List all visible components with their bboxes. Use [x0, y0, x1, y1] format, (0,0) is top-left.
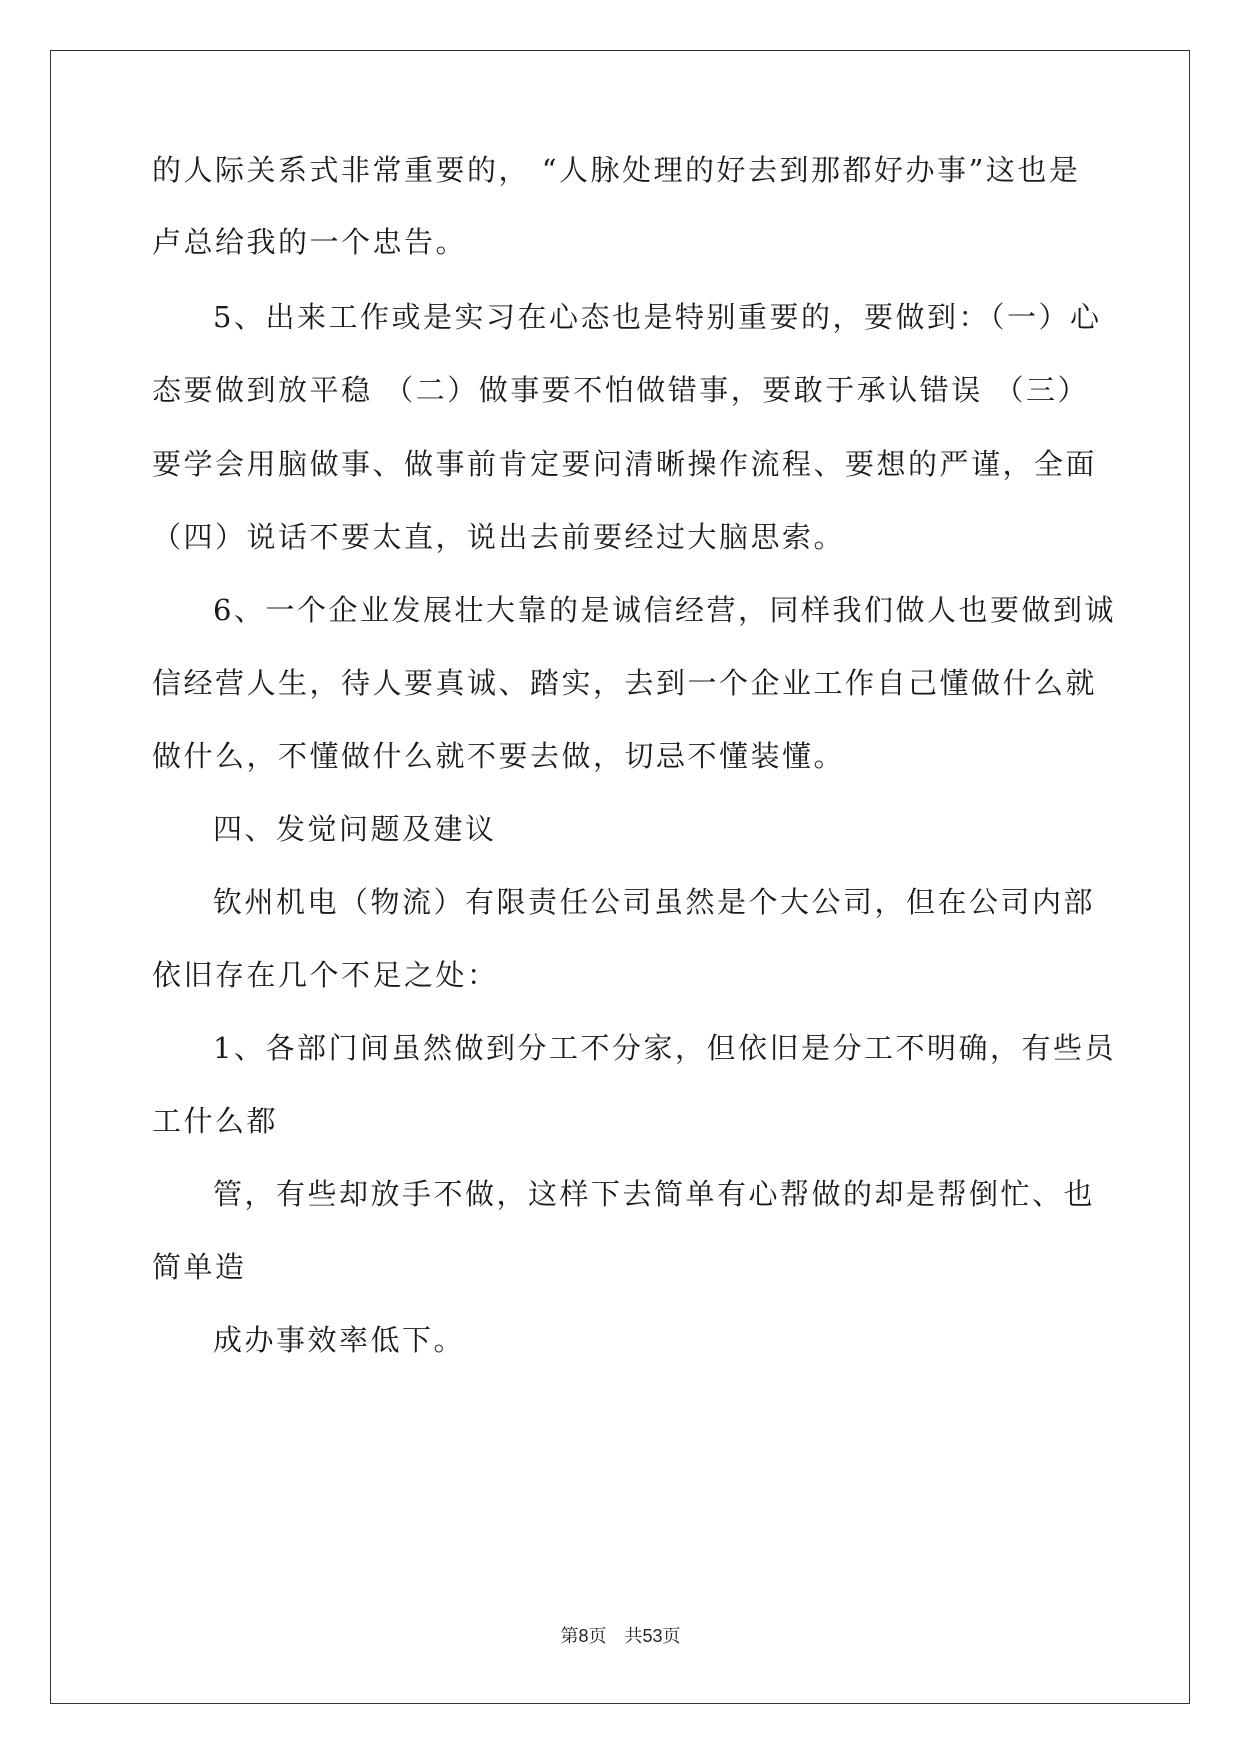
body-line-5: 要学会用脑做事、做事前肯定要问清晰操作流程、要想的严谨，全面: [152, 447, 1098, 481]
total-pages: 53: [642, 1626, 663, 1646]
body-line-4: 态要做到放平稳 （二）做事要不怕做错事，要敢于承认错误 （三）: [152, 373, 1089, 407]
body-line-9: 做什么，不懂做什么就不要去做，切忌不懂装懂。: [152, 739, 846, 773]
body-line-11: 钦州机电（物流）有限责任公司虽然是个大公司，但在公司内部: [213, 885, 1096, 919]
body-line-1: 的人际关系式非常重要的， “人脉处理的好去到那都好办事”这也是: [152, 153, 1081, 187]
body-line-15: 管，有些却放手不做，这样下去简单有心帮做的却是帮倒忙、也: [213, 1177, 1096, 1211]
body-line-8: 信经营人生，待人要真诚、踏实，去到一个企业工作自己懂做什么就: [152, 666, 1098, 700]
section-heading: 四、发觉问题及建议: [213, 812, 497, 846]
page-prefix: 第: [560, 1626, 579, 1647]
total-prefix: 共: [624, 1626, 643, 1647]
body-line-17: 成办事效率低下。: [213, 1323, 466, 1357]
body-line-14: 工什么都: [152, 1104, 279, 1138]
body-line-2: 卢总给我的一个忠告。: [152, 225, 468, 259]
page-footer: [0, 1624, 1241, 1649]
body-line-12: 依旧存在几个不足之处：: [152, 958, 499, 992]
body-line-7: 6、一个企业发展壮大靠的是诚信经营，同样我们做人也要做到诚: [213, 593, 1116, 627]
body-line-3: 5、出来工作或是实习在心态也是特别重要的，要做到：（一）心: [213, 300, 1102, 334]
page-suffix: 页: [588, 1626, 607, 1647]
total-suffix: 页: [662, 1626, 681, 1647]
body-line-13: 1、各部门间虽然做到分工不分家，但依旧是分工不明确，有些员: [213, 1031, 1116, 1065]
body-line-6: （四）说话不要太直，说出去前要经过大脑思索。: [152, 520, 846, 554]
body-line-16: 简单造: [152, 1250, 247, 1284]
page-number: 8: [578, 1626, 589, 1646]
